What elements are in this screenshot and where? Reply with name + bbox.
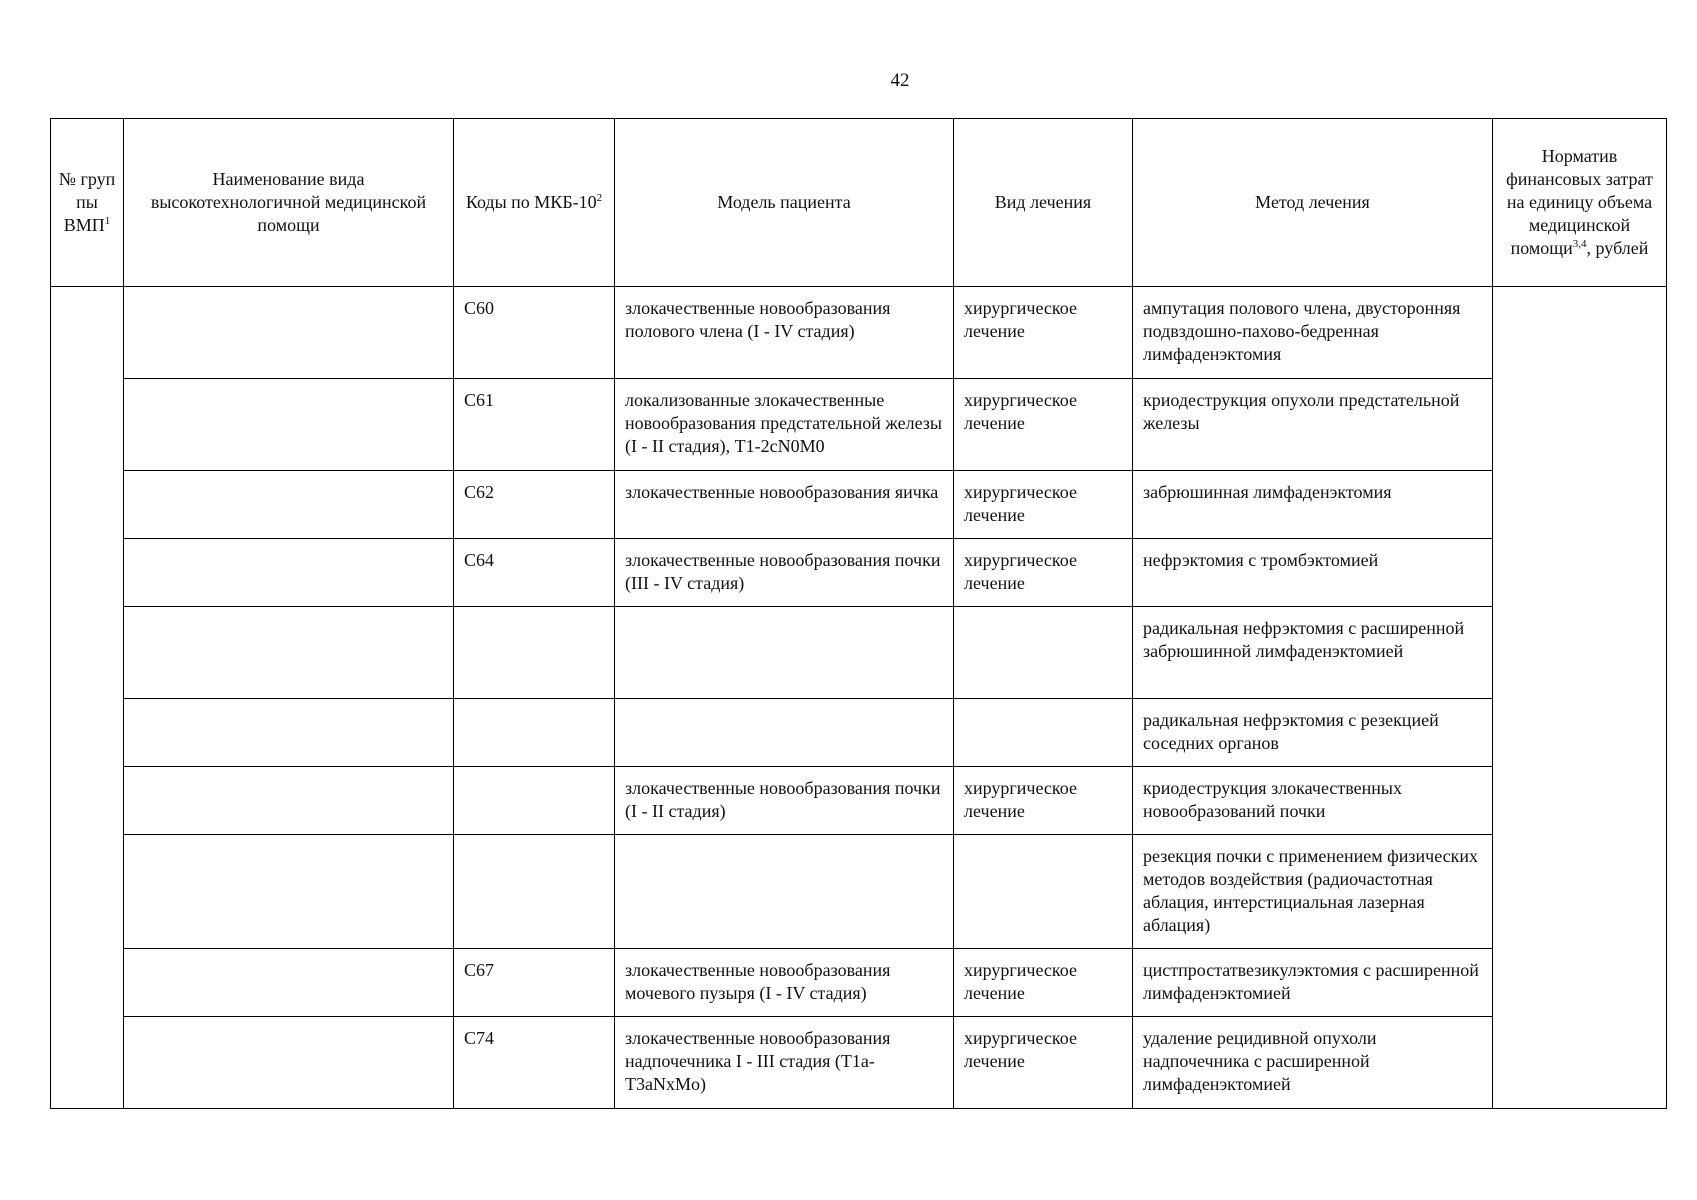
code-cell: С64	[454, 539, 615, 607]
code-cell: С74	[454, 1017, 615, 1109]
name-cell	[124, 949, 454, 1017]
code-cell	[454, 607, 615, 699]
model-cell: злокачественные новообразования яичка	[615, 471, 954, 539]
table-row	[51, 767, 1667, 835]
code-cell: С61	[454, 379, 615, 471]
name-cell	[124, 767, 454, 835]
type-cell: хирургическое лечение	[954, 949, 1133, 1017]
model-cell: локализованные злокачественные новообразования предстательной железы (I - II стадия), T1-2cN0M0	[615, 379, 954, 471]
header-icd: Коды по МКБ-$10^2$	[454, 119, 615, 287]
header-name: Наименование вида высокотехнологичной медицинской помощи	[124, 119, 454, 287]
name-cell	[124, 287, 454, 379]
table-row	[51, 379, 1667, 471]
header-method: Метод лечения	[1133, 119, 1493, 287]
method-cell: удаление рецидивной опухоли надпочечника с расширенной лимфаденэктомией	[1133, 1017, 1493, 1109]
name-cell	[124, 1017, 454, 1109]
code-cell: С62	[454, 471, 615, 539]
header-type: Вид лечения	[954, 119, 1133, 287]
type-cell: хирургическое лечение	[954, 539, 1133, 607]
type-cell: хирургическое лечение	[954, 1017, 1133, 1109]
method-cell: криодеструкция злокачественных новообразований почки	[1133, 767, 1493, 835]
table-row	[51, 699, 1667, 767]
header-row	[51, 119, 1667, 287]
name-cell	[124, 539, 454, 607]
type-cell: хирургическое лечение	[954, 767, 1133, 835]
model-cell: злокачественные новообразования почки (I - II стадия)	[615, 767, 954, 835]
norm-cell	[1493, 287, 1667, 1109]
table-row	[51, 607, 1667, 699]
type-cell	[954, 699, 1133, 767]
name-cell	[124, 699, 454, 767]
code-cell	[454, 835, 615, 949]
name-cell	[124, 471, 454, 539]
table-row	[51, 287, 1667, 379]
name-cell	[124, 607, 454, 699]
type-cell	[954, 835, 1133, 949]
type-cell: хирургическое лечение	[954, 471, 1133, 539]
table-row	[51, 539, 1667, 607]
code-cell	[454, 767, 615, 835]
method-cell: забрюшинная лимфаденэктомия	[1133, 471, 1493, 539]
method-cell: криодеструкция опухоли предстательной железы	[1133, 379, 1493, 471]
type-cell: хирургическое лечение	[954, 379, 1133, 471]
table-row	[51, 835, 1667, 949]
table-row	[51, 1017, 1667, 1109]
page-number: 42	[890, 70, 910, 91]
method-cell: нефрэктомия с тромбэктомией	[1133, 539, 1493, 607]
header-model: Модель пациента	[615, 119, 954, 287]
header-group-no: № груп пы ВМП$^1$	[51, 119, 124, 287]
model-cell: злокачественные новообразования полового члена (I - IV стадия)	[615, 287, 954, 379]
group-no-cell	[51, 287, 124, 1109]
table-row	[51, 949, 1667, 1017]
model-cell	[615, 699, 954, 767]
treatment-table	[50, 118, 1667, 1109]
code-cell	[454, 699, 615, 767]
header-norm: Норматив финансовых затрат на единицу объема медицинской помощи$^{3,4}$, рублей	[1493, 119, 1667, 287]
type-cell: хирургическое лечение	[954, 287, 1133, 379]
model-cell	[615, 607, 954, 699]
model-cell: злокачественные новообразования мочевого пузыря (I - IV стадия)	[615, 949, 954, 1017]
table-row	[51, 471, 1667, 539]
model-cell: злокачественные новообразования надпочечника I - III стадия (T1a-T3aNxMo)	[615, 1017, 954, 1109]
model-cell	[615, 835, 954, 949]
method-cell: радикальная нефрэктомия с резекцией соседних органов	[1133, 699, 1493, 767]
type-cell	[954, 607, 1133, 699]
name-cell	[124, 379, 454, 471]
method-cell: резекция почки с применением физических методов воздействия (радиочастотная аблация, интерстициальная лазерная аблация)	[1133, 835, 1493, 949]
method-cell: ампутация полового члена, двусторонняя подвздошно-пахово-бедренная лимфаденэктомия	[1133, 287, 1493, 379]
method-cell: радикальная нефрэктомия с расширенной забрюшинной лимфаденэктомией	[1133, 607, 1493, 699]
code-cell: С60	[454, 287, 615, 379]
method-cell: цистпростатвезикулэктомия с расширенной лимфаденэктомией	[1133, 949, 1493, 1017]
name-cell	[124, 835, 454, 949]
model-cell: злокачественные новообразования почки (III - IV стадия)	[615, 539, 954, 607]
code-cell: С67	[454, 949, 615, 1017]
